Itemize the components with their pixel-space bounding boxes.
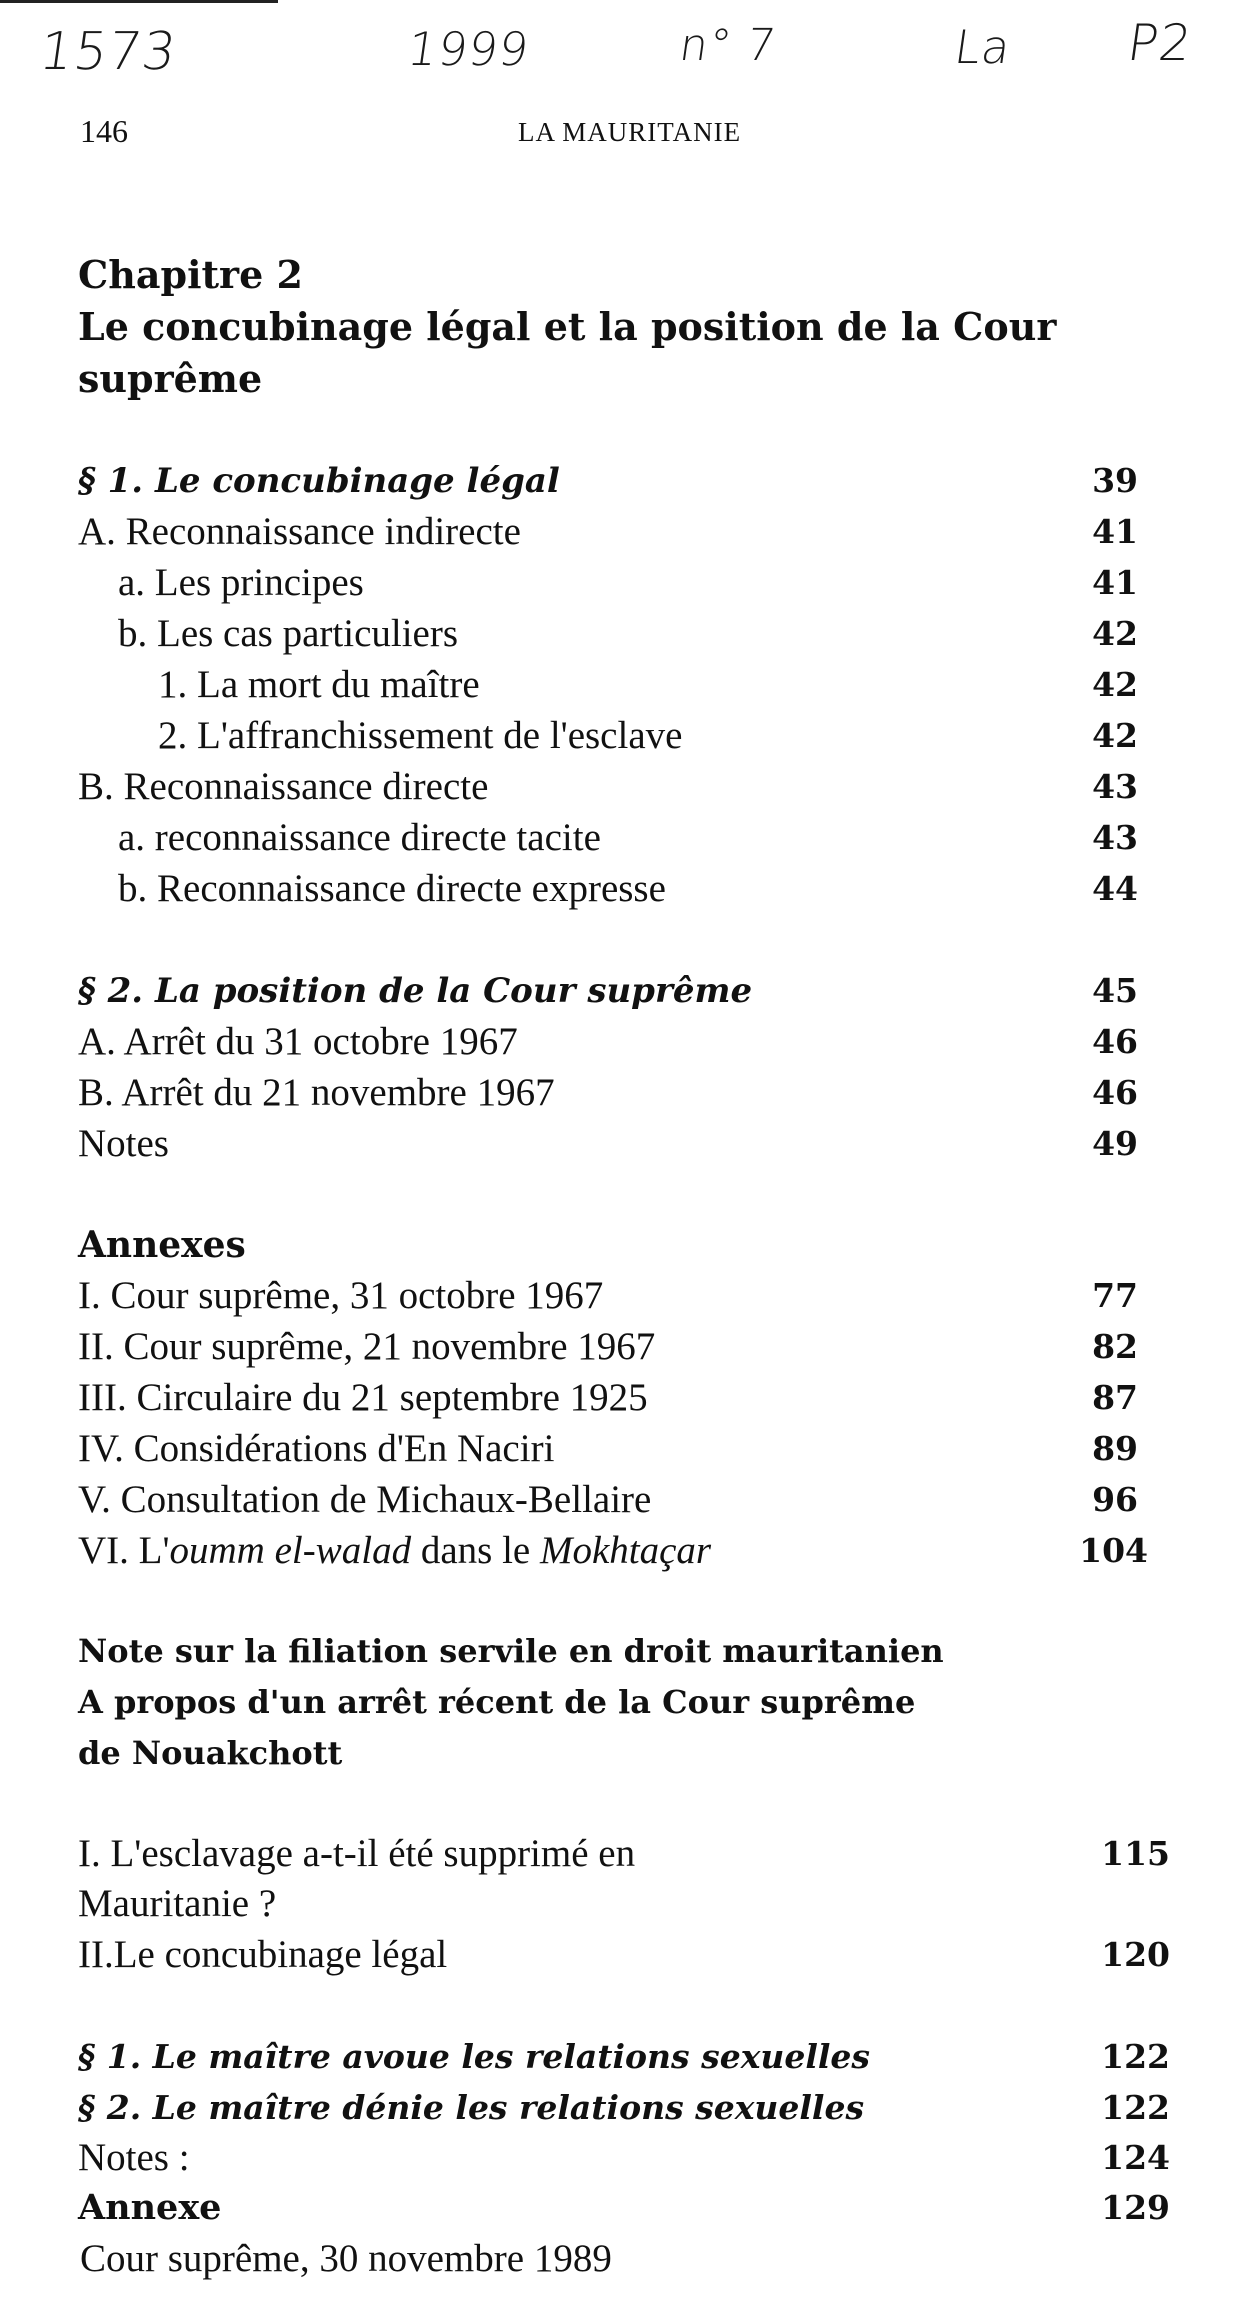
toc-label: II. Cour suprême, 21 novembre 1967 (78, 1325, 656, 1368)
toc-page-number: 49 (1092, 1124, 1138, 1163)
handwritten-issue: n° 7 (676, 20, 780, 71)
toc-item (78, 864, 1138, 914)
note-heading-line1: Note sur la filiation servile en droit mauritanien (78, 1632, 944, 1670)
toc-item (78, 813, 1138, 863)
toc-section-heading (78, 456, 1138, 506)
toc-label: 1. La mort du maître (158, 663, 480, 706)
toc-page-number: 42 (1092, 665, 1138, 704)
toc-item (78, 711, 1138, 761)
toc-page-number: 46 (1092, 1073, 1138, 1112)
top-rule (0, 0, 278, 3)
toc-label: I. L'esclavage a-t-il été supprimé en (78, 1832, 636, 1875)
toc-label: Notes (78, 1122, 169, 1165)
toc-item (78, 1271, 1138, 1321)
toc-item (78, 660, 1138, 710)
annexes-heading: Annexes (78, 1224, 246, 1266)
toc-label-italic-term: oumm el-walad (169, 1529, 412, 1572)
toc-page-number: 82 (1092, 1327, 1138, 1366)
toc-page-number: 45 (1092, 971, 1138, 1010)
toc-item (78, 1829, 1170, 1879)
toc-page-number: 42 (1092, 716, 1138, 755)
toc-label: § 1. Le maître avoue les relations sexuelles (78, 2037, 870, 2076)
toc-page-number: 115 (1101, 1834, 1170, 1873)
toc-page-number: 42 (1092, 614, 1138, 653)
handwritten-ref: 1573 (35, 22, 181, 82)
toc-item (78, 507, 1138, 557)
toc-page-number: 41 (1092, 512, 1138, 551)
toc-page-number: 43 (1092, 818, 1138, 857)
toc-page-number: 39 (1092, 461, 1138, 500)
toc-item (78, 1119, 1138, 1169)
toc-item (78, 1526, 1148, 1576)
toc-label: b. Reconnaissance directe expresse (118, 867, 666, 910)
toc-page-number: 87 (1092, 1378, 1138, 1417)
chapter-title-line2: suprême (78, 356, 263, 401)
chapter-title-line1: Le concubinage légal et la position de la Cour (78, 304, 1057, 349)
toc-label: b. Les cas particuliers (118, 612, 459, 655)
toc-label: II.Le concubinage légal (78, 1933, 448, 1976)
toc-item (78, 1017, 1138, 1067)
toc-label-prefix: VI. L' (78, 1529, 170, 1572)
toc-label: A. Arrêt du 31 octobre 1967 (78, 1020, 518, 1063)
toc-page-number: 44 (1092, 869, 1138, 908)
toc-item (78, 1424, 1138, 1474)
running-head: LA MAURITANIE (518, 117, 742, 147)
note-heading (78, 1626, 1198, 1779)
toc-page-number: 96 (1092, 1480, 1138, 1519)
toc-item (78, 1068, 1138, 1118)
toc-page-number: 77 (1092, 1276, 1138, 1315)
toc-page-number: 120 (1101, 1935, 1170, 1974)
toc-label-italic-title: Mokhtaçar (539, 1529, 712, 1572)
toc-section-heading (78, 966, 1138, 1016)
toc-item (78, 558, 1138, 608)
toc-item (78, 609, 1138, 659)
toc-section-heading (78, 2083, 1170, 2133)
toc-label (78, 1526, 711, 1576)
toc-item (78, 1879, 1170, 1929)
toc-page-number: 122 (1101, 2088, 1170, 2127)
handwritten-mark-la: La (951, 20, 1015, 74)
toc-page-number: 89 (1092, 1429, 1138, 1468)
toc-label: a. reconnaissance directe tacite (118, 816, 601, 859)
note-heading-line3: de Nouakchott (78, 1734, 343, 1772)
toc-label: III. Circulaire du 21 septembre 1925 (78, 1376, 648, 1419)
toc-label: B. Reconnaissance directe (78, 765, 489, 808)
toc-label: Notes : (78, 2136, 190, 2179)
toc-item (78, 1373, 1138, 1423)
toc-label: § 2. Le maître dénie les relations sexuelles (78, 2088, 865, 2127)
page-number: 146 (80, 113, 128, 149)
toc-item (78, 2183, 1170, 2233)
chapter-label: Chapitre 2 (78, 252, 303, 297)
annexe-item: Cour suprême, 30 novembre 1989 (80, 2237, 612, 2280)
toc-page-number: 43 (1092, 767, 1138, 806)
toc-page-number: 46 (1092, 1022, 1138, 1061)
toc-item (78, 1475, 1138, 1525)
handwritten-mark-p2: P2 (1123, 14, 1197, 72)
toc-page-number: 41 (1092, 563, 1138, 602)
toc-page-number: 129 (1101, 2188, 1170, 2227)
toc-label: IV. Considérations d'En Naciri (78, 1427, 555, 1470)
toc-label: V. Consultation de Michaux-Bellaire (78, 1478, 652, 1521)
toc-label: Annexe (78, 2187, 222, 2228)
toc-label: a. Les principes (118, 561, 364, 604)
note-heading-line2: A propos d'un arrêt récent de la Cour suprême (78, 1683, 916, 1721)
toc-page-number: 104 (1079, 1531, 1148, 1570)
toc-label-middle: dans le (411, 1529, 540, 1572)
toc-item (78, 1322, 1138, 1372)
toc-label: I. Cour suprême, 31 octobre 1967 (78, 1274, 604, 1317)
toc-label: A. Reconnaissance indirecte (78, 510, 521, 553)
toc-label: B. Arrêt du 21 novembre 1967 (78, 1071, 555, 1114)
toc-item (78, 1930, 1170, 1980)
toc-label: § 1. Le concubinage légal (78, 461, 560, 501)
toc-item (78, 2133, 1170, 2183)
toc-section-heading (78, 2032, 1170, 2082)
toc-item (78, 762, 1138, 812)
toc-label: Mauritanie ? (78, 1882, 277, 1925)
toc-label: § 2. La position de la Cour suprême (78, 971, 753, 1011)
toc-label: 2. L'affranchissement de l'esclave (158, 714, 683, 757)
toc-page-number: 124 (1101, 2138, 1170, 2177)
handwritten-year: 1999 (404, 22, 533, 76)
toc-page-number: 122 (1101, 2037, 1170, 2076)
